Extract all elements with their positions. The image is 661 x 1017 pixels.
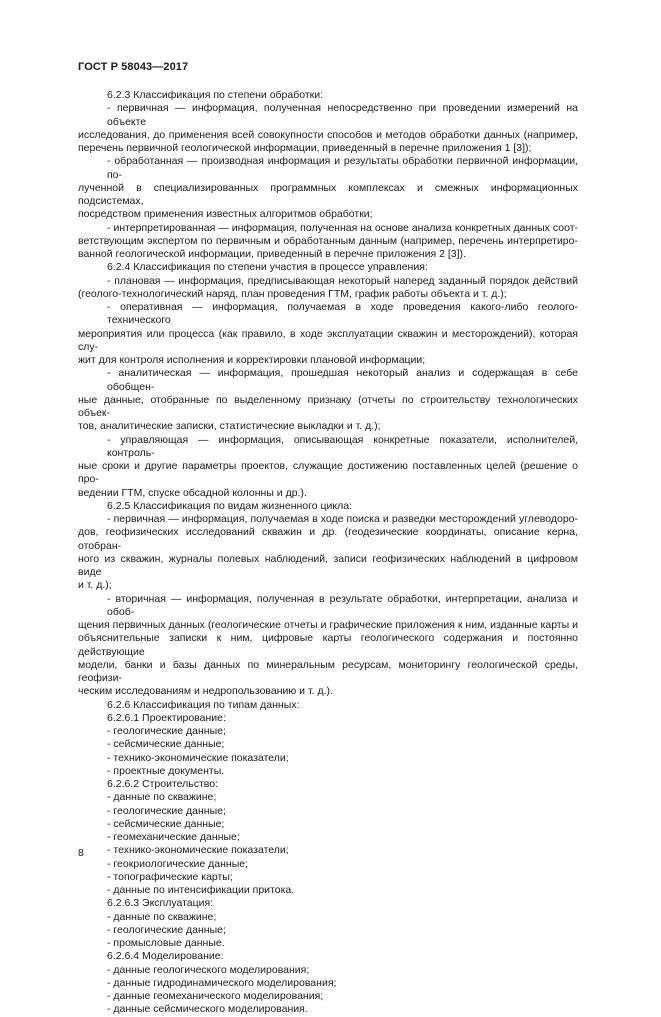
- text-line: - аналитическая — информация, прошедшая некоторый анализ и содержащая в себе обобщен-: [107, 367, 578, 393]
- text-line: - оперативная — информация, получаемая в ходе проведения какого-либо геолого-технического: [107, 301, 578, 327]
- text-line: ческим исследованиям и недропользованию и т. д.).: [78, 685, 333, 698]
- text-line: щения первичных данных (геологические отчеты и графические приложения к ним, изданные карты и: [78, 619, 578, 631]
- text-line: - плановая — информация, предписывающая некоторый наперед заданный порядок действий: [107, 274, 578, 287]
- text-line: - сейсмические данные;: [107, 817, 225, 830]
- text-line: - интерпретированная — информация, полученная на основе анализа конкретных данных соот-: [107, 221, 578, 234]
- text-line: посредством применения известных алгоритмов обработки;: [78, 208, 373, 221]
- text-line: и т. д.);: [78, 579, 112, 592]
- text-line: 6.2.6.2 Строительство:: [107, 778, 219, 790]
- text-line: - геокриологические данные;: [107, 857, 249, 870]
- text-line: 6.2.3 Классификация по степени обработки:: [107, 89, 324, 101]
- text-line: - геологические данные;: [107, 804, 226, 817]
- text-line: - данные по интенсификации притока.: [107, 884, 295, 896]
- text-line: ные данные, отобранные по выделенному признаку (отчеты по строительству технологических объек-: [78, 393, 578, 419]
- text-line: - технико-экономические показатели;: [107, 751, 289, 764]
- text-line: - сейсмические данные;: [107, 738, 225, 751]
- text-line: модели, банки и базы данных по минеральным ресурсам, мониторингу геологической среды, геофизи-: [78, 658, 578, 684]
- text-line: - проектные документы.: [107, 764, 225, 777]
- text-line: 6.2.6 Классификация по типам данных:: [107, 698, 300, 711]
- text-line: - первичная — информация, получаемая в ходе поиска и разведки месторождений углеводоро-: [107, 513, 578, 525]
- text-line: - данные гидродинамического моделирования;: [107, 976, 337, 989]
- document-header: ГОСТ Р 58043—2017: [78, 61, 189, 73]
- text-line: 6.2.6.3 Эксплуатация:: [107, 897, 214, 910]
- text-line: исследования, до применения всей совокупности способов и методов обработки данных (например,: [78, 128, 578, 141]
- text-line: лученной в специализированных программных комплексах и смежных информационных подсистемах,: [78, 181, 578, 207]
- text-line: - технико-экономические показатели;: [107, 844, 289, 857]
- text-line: тов, аналитические записки, статистические выкладки и т. д.);: [78, 420, 381, 433]
- text-line: - данные геологического моделирования;: [107, 963, 310, 976]
- text-line: - геомеханические данные;: [107, 831, 240, 843]
- text-line: - данные сейсмического моделирования.: [107, 1003, 308, 1016]
- text-line: - вторичная — информация, полученная в результате обработки, интерпретации, анализа и обоб-: [107, 592, 578, 618]
- text-line: - геологические данные;: [107, 725, 226, 737]
- text-line: ветствующим экспертом по первичным и обработанным данным (например, перечень интерпретиро-: [78, 234, 578, 247]
- text-line: 6.2.5 Классификация по видам жизненного цикла:: [107, 499, 352, 512]
- text-line: - обработанная — производная информация и результаты обработки первичной информации, по-: [107, 155, 578, 181]
- text-line: - данные по скважине;: [107, 791, 217, 804]
- text-line: ные сроки и другие параметры проектов, служащие достижению поставленных целей (решение о про-: [78, 460, 578, 486]
- document-body: [78, 89, 578, 1017]
- text-line: - топографические карты;: [107, 870, 233, 883]
- text-line: - первичная — информация, полученная непосредственно при проведении измерений на объекте: [107, 102, 578, 128]
- text-line: ного из скважин, журналы полевых наблюдений, записи геофизических наблюдений в цифровом виде: [78, 552, 578, 578]
- text-line: объяснительные записки к ним, цифровые карты геологического содержания и постоянно действующие: [78, 632, 578, 658]
- text-line: перечень первичной геологической информации, приведенный в перечне приложения 1 [3]);: [78, 142, 532, 154]
- text-line: - промысловые данные.: [107, 937, 225, 949]
- text-line: жит для контроля исполнения и корректировки плановой информации;: [78, 354, 426, 366]
- text-line: ванной геологической информации, приведенный в перечне приложения 2 [3]).: [78, 248, 466, 260]
- text-line: - геологические данные;: [107, 923, 226, 936]
- text-line: 6.2.4 Классификация по степени участия в процессе управления:: [107, 261, 428, 274]
- text-line: (геолого-технологический наряд, план проведения ГТМ, график работы объекта и т. д.);: [78, 287, 507, 300]
- text-line: дов, геофизических исследований скважин и др. (геодезические координаты, описание керна, отобран-: [78, 526, 578, 552]
- text-line: ведении ГТМ, спуске обсадной колонны и др.).: [78, 486, 307, 499]
- text-line: - данные геомеханического моделирования;: [107, 990, 324, 1002]
- text-line: 6.2.6.1 Проектирование:: [107, 711, 226, 724]
- page-number: 8: [78, 847, 84, 859]
- text-line: - данные по скважине;: [107, 910, 217, 923]
- text-line: 6.2.6.4 Моделирование:: [107, 950, 224, 963]
- text-line: мероприятия или процесса (как правило, в ходе эксплуатации скважин и месторождений), которая слу-: [78, 327, 578, 353]
- text-line: - управляющая — информация, описывающая конкретные показатели, исполнителей, контроль-: [107, 433, 578, 459]
